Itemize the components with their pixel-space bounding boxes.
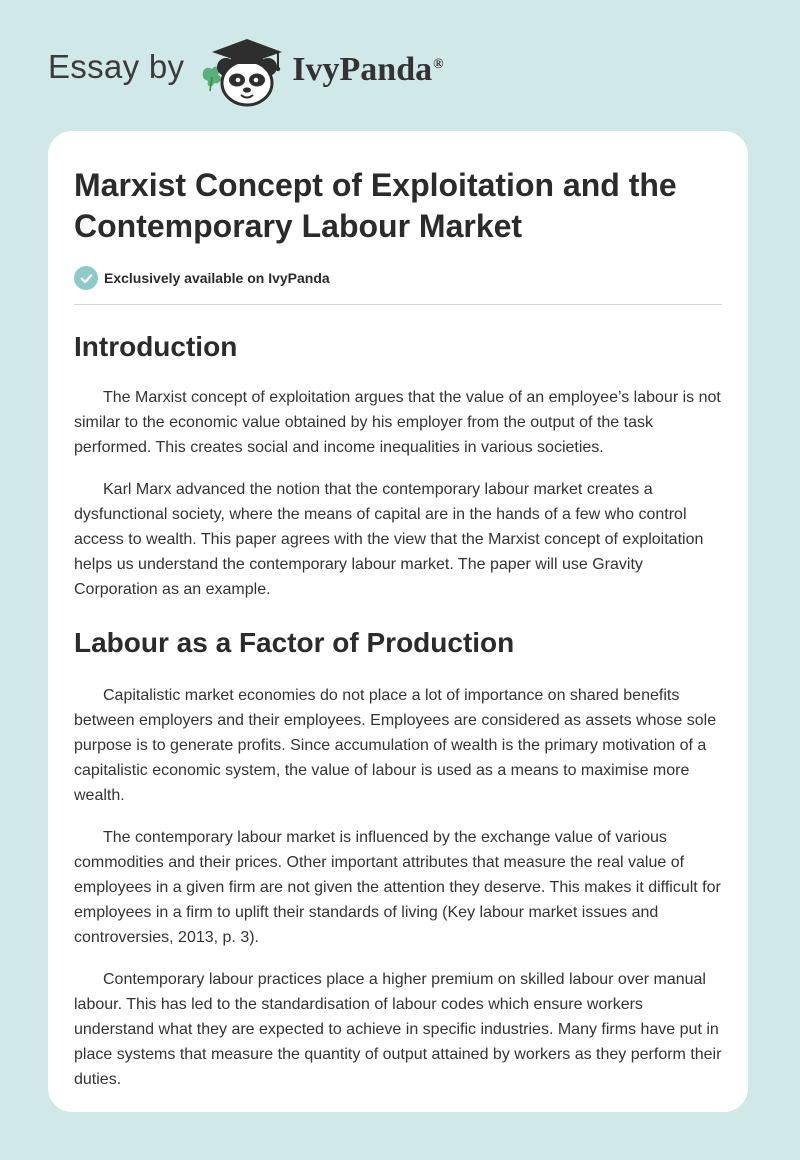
essay-title: Marxist Concept of Exploitation and the Contemporary Labour Market [74,167,677,244]
brand-name[interactable]: IvyPanda® [292,51,444,88]
site-header [48,34,444,108]
registered-mark: ® [433,56,444,72]
panda-logo-icon[interactable] [198,33,290,109]
paragraph: The Marxist concept of exploitation argues that the value of an employee’s labour is not similar to the economic value obtained by his employer from the output of the task performed. This creates social and income inequalities in various societies. [74,389,721,456]
section-heading: Labour as a Factor of Production [74,627,515,658]
paragraph: Capitalistic market economies do not place a lot of importance on shared benefits between employers and their employees. Employees are considered as assets whose sole purpose is to generate profits. Since accumulation of wealth is the primary motivation of a capitalistic economic system, the value of labour is used as a means to maximise more wealth. [74,687,717,804]
section-labour-as-factor [74,626,722,1092]
paragraph: Contemporary labour practices place a higher premium on skilled labour over manual labour. This has led to the standardisation of labour codes which ensure workers understand what they are expected to achieve in specific industries. Many firms have put in place systems that measure the quantity of output attained by workers as they perform their duties. [74,971,722,1088]
badge-label: Exclusively available on IvyPanda [104,270,330,286]
section-introduction [74,330,722,602]
section-heading: Introduction [74,331,238,362]
brand-prefix: Essay by [48,48,185,85]
essay-card [48,131,748,1112]
title-divider [74,304,722,305]
paragraph: The contemporary labour market is influenced by the exchange value of various commodities and their prices. Other important attributes that measure the real value of employees in a given firm are not given the attention they deserve. This makes it difficult for employees in a firm to uplift their standards of living (Key labour market issues and controversies, 2013, p. 3). [74,829,721,946]
check-icon [74,266,98,290]
exclusive-badge [74,266,722,290]
paragraph: Karl Marx advanced the notion that the contemporary labour market creates a dysfunctional society, where the means of capital are in the hands of a few who control access to wealth. This paper agrees with the view that the Marxist concept of exploitation helps us understand the contemporary labour market. The paper will use Gravity Corporation as an example. [74,481,704,598]
